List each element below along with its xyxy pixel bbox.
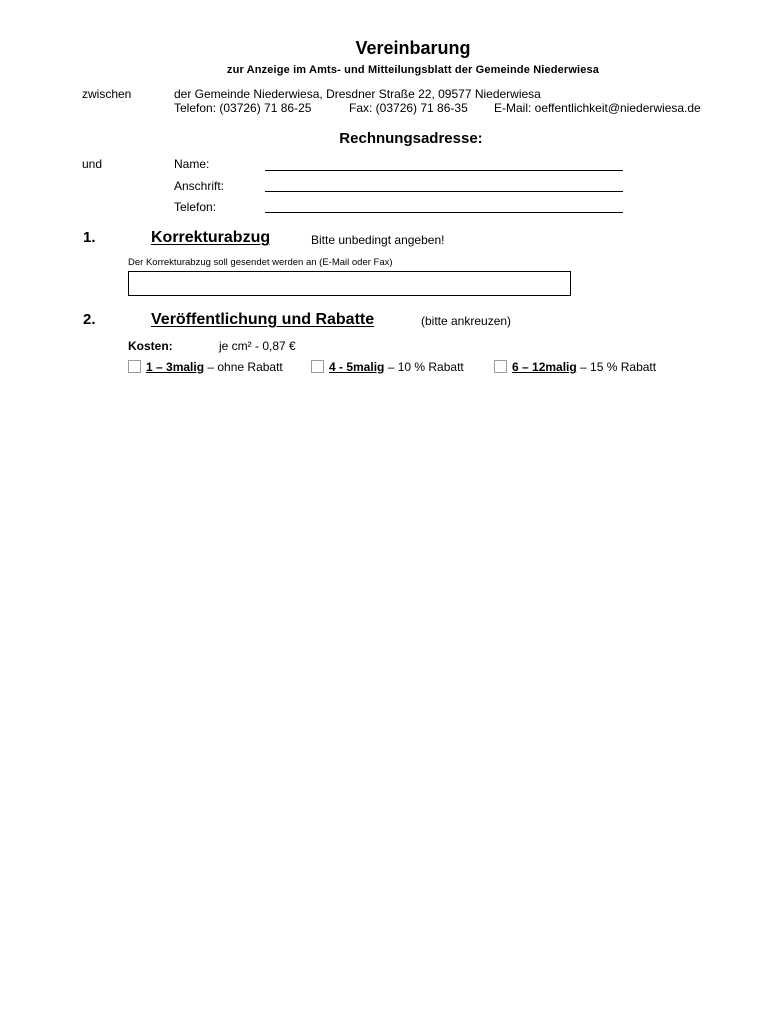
option-1-3-label: 1 – 3malig bbox=[146, 360, 205, 374]
document-title: Vereinbarung bbox=[355, 38, 471, 58]
section1-number: 1. bbox=[83, 229, 96, 246]
option-1-3-discount: – ohne Rabatt bbox=[204, 360, 283, 374]
proof-field-label: Der Korrekturabzug soll gesendet werden an (E-Mail oder Fax) bbox=[128, 257, 393, 268]
option-6-12 bbox=[512, 360, 656, 374]
proof-destination-input[interactable] bbox=[128, 271, 571, 296]
option-6-12-discount: – 15 % Rabatt bbox=[576, 360, 657, 374]
document-subtitle: zur Anzeige im Amts- und Mitteilungsblatt der Gemeinde Niederwiesa bbox=[226, 64, 600, 76]
billing-phone-field[interactable] bbox=[265, 199, 623, 213]
option-1-3-checkbox[interactable] bbox=[128, 360, 141, 373]
option-4-5-discount: – 10 % Rabatt bbox=[384, 360, 464, 374]
cost-label: Kosten: bbox=[128, 339, 173, 353]
option-6-12-checkbox[interactable] bbox=[494, 360, 507, 373]
billing-address-label: Anschrift: bbox=[174, 179, 225, 193]
option-1-3 bbox=[146, 360, 283, 374]
section2-heading: Veröffentlichung und Rabatte bbox=[151, 311, 375, 328]
billing-address-field[interactable] bbox=[265, 178, 623, 192]
issuer-address: der Gemeinde Niederwiesa, Dresdner Straße 22, 09577 Niederwiesa bbox=[174, 87, 541, 101]
billing-phone-label: Telefon: bbox=[174, 200, 217, 214]
issuer-email: E-Mail: oeffentlichkeit@niederwiesa.de bbox=[494, 101, 701, 115]
option-6-12-label: 6 – 12malig bbox=[512, 360, 577, 374]
section2-note: (bitte ankreuzen) bbox=[421, 314, 512, 328]
section1-note: Bitte unbedingt angeben! bbox=[311, 233, 445, 247]
option-4-5-label: 4 - 5malig bbox=[329, 360, 385, 374]
section1-heading: Korrekturabzug bbox=[151, 229, 271, 246]
and-label: und bbox=[82, 157, 103, 171]
cost-value: je cm² - 0,87 € bbox=[219, 339, 296, 353]
between-label: zwischen bbox=[82, 87, 132, 101]
option-4-5-checkbox[interactable] bbox=[311, 360, 324, 373]
billing-heading: Rechnungsadresse: bbox=[339, 130, 483, 147]
billing-name-label: Name: bbox=[174, 157, 210, 171]
issuer-phone: Telefon: (03726) 71 86-25 bbox=[174, 101, 312, 115]
issuer-fax: Fax: (03726) 71 86-35 bbox=[349, 101, 468, 115]
section2-number: 2. bbox=[83, 311, 96, 328]
billing-name-field[interactable] bbox=[265, 157, 623, 171]
option-4-5 bbox=[329, 360, 464, 374]
